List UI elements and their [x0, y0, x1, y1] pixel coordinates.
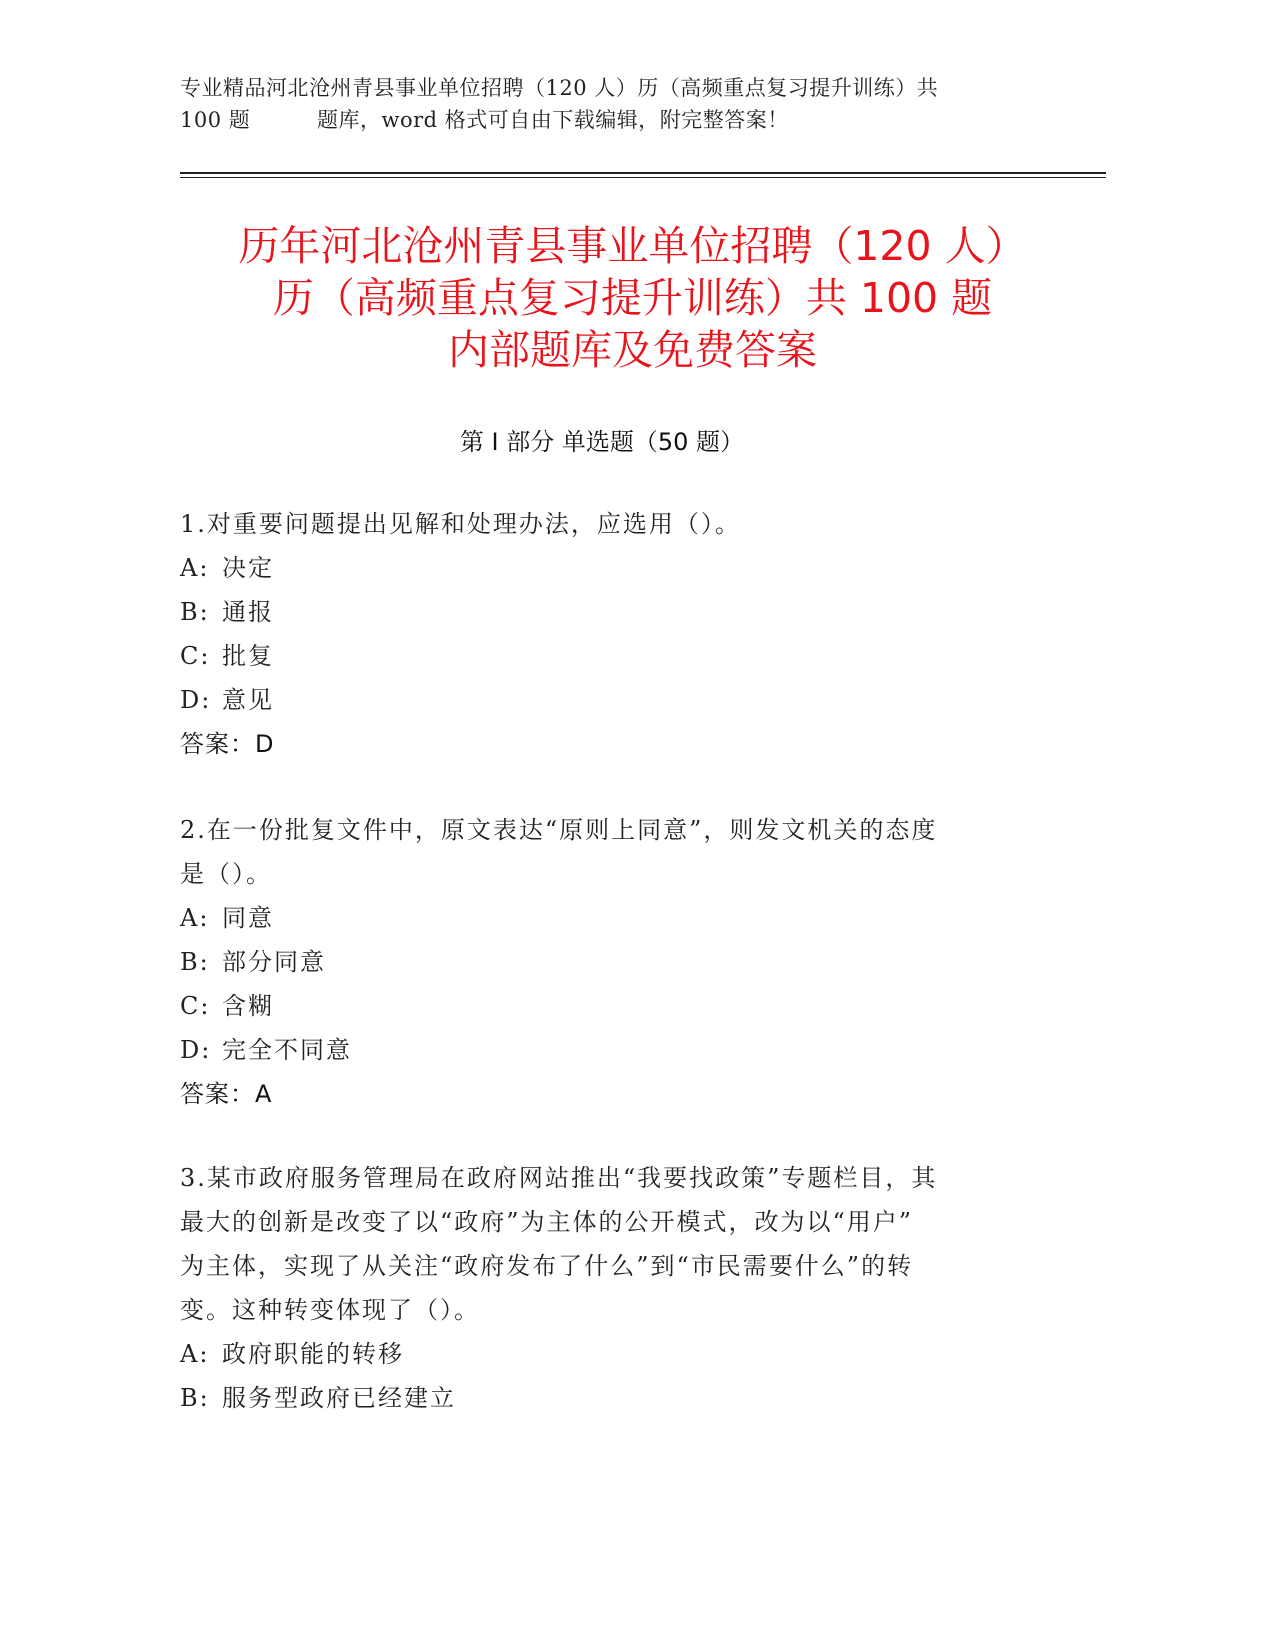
section-heading: 第 I 部分 单选题（50 题）: [459, 428, 745, 456]
question-stem: 3.某市政府服务管理局在政府网站推出“我要找政策”专题栏目，其: [180, 1164, 938, 1192]
header-note-line1: 专业精品河北沧州青县事业单位招聘（120 人）历（高频重点复习提升训练）共: [180, 76, 939, 100]
option-key: B:: [180, 1384, 210, 1412]
header-note-count: 100 题: [180, 108, 251, 132]
question-stem: 变。这种转变体现了（）。: [180, 1296, 480, 1324]
option-text: 批复: [222, 642, 274, 670]
option-key: C:: [180, 642, 211, 670]
option-key: B:: [180, 948, 210, 976]
question-option: [180, 984, 1020, 1028]
header-rule-thick: [180, 172, 1106, 174]
option-text: 含糊: [222, 992, 274, 1020]
question-option: [180, 678, 1020, 722]
question-option: [180, 1376, 1020, 1420]
question-2: [180, 808, 1020, 1116]
question-answer: 答案：A: [180, 1080, 273, 1108]
document-title-line3: 内部题库及免费答案: [448, 326, 817, 374]
option-text: 同意: [222, 904, 274, 932]
question-1: [180, 502, 1020, 766]
question-option: [180, 940, 1020, 984]
question-stem: 为主体，实现了从关注“政府发布了什么”到“市民需要什么”的转: [180, 1252, 914, 1280]
question-stem: 2.在一份批复文件中，原文表达“原则上同意”，则发文机关的态度: [180, 816, 938, 844]
option-key: A:: [180, 554, 210, 582]
option-key: C:: [180, 992, 211, 1020]
header-note: [180, 72, 1060, 136]
document-title: [150, 220, 1115, 376]
option-key: A:: [180, 1340, 210, 1368]
question-stem: 是（）。: [180, 860, 272, 888]
option-text: 完全不同意: [222, 1036, 352, 1064]
option-text: 通报: [222, 598, 274, 626]
header-rule-thin: [180, 177, 1106, 178]
option-key: D:: [180, 1036, 212, 1064]
option-text: 服务型政府已经建立: [222, 1384, 456, 1412]
question-option: [180, 1332, 1020, 1376]
document-title-line2: 历（高频重点复习提升训练）共 100 题: [272, 274, 993, 322]
question-answer: 答案：D: [180, 730, 275, 758]
header-note-line2: [180, 104, 1060, 136]
option-text: 决定: [222, 554, 274, 582]
question-option: [180, 1028, 1020, 1072]
option-key: B:: [180, 598, 210, 626]
option-text: 意见: [222, 686, 274, 714]
question-3: [180, 1156, 1020, 1420]
option-key: A:: [180, 904, 210, 932]
option-text: 政府职能的转移: [222, 1340, 404, 1368]
question-stem: 最大的创新是改变了以“政府”为主体的公开模式，改为以“用户”: [180, 1208, 914, 1236]
question-stem: 1.对重要问题提出见解和处理办法，应选用（）。: [180, 510, 741, 538]
question-option: [180, 634, 1020, 678]
document-title-line1: 历年河北沧州青县事业单位招聘（120 人）: [238, 222, 1027, 270]
header-note-description: 题库，word 格式可自由下载编辑，附完整答案！: [317, 108, 789, 132]
question-option: [180, 590, 1020, 634]
option-key: D:: [180, 686, 212, 714]
option-text: 部分同意: [222, 948, 326, 976]
question-option: [180, 546, 1020, 590]
question-option: [180, 896, 1020, 940]
